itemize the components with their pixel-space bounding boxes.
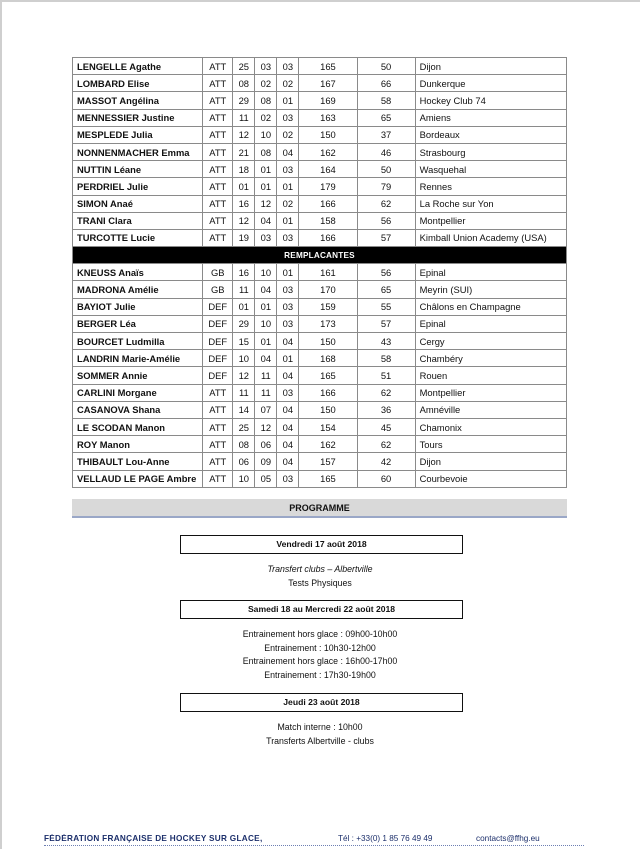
birth-year: 01 (277, 212, 299, 229)
birth-day: 11 (233, 281, 255, 298)
player-position: ATT (203, 470, 233, 487)
player-name: BOURCET Ludmilla (73, 333, 203, 350)
player-position: ATT (203, 453, 233, 470)
player-weight: 45 (357, 418, 415, 435)
birth-month: 12 (255, 195, 277, 212)
page-footer (44, 834, 584, 849)
player-weight: 65 (357, 281, 415, 298)
table-row (73, 384, 567, 401)
birth-year: 03 (277, 229, 299, 246)
birth-month: 01 (255, 333, 277, 350)
birth-day: 18 (233, 161, 255, 178)
table-row (73, 470, 567, 487)
birth-month: 03 (255, 229, 277, 246)
player-club: Epinal (415, 264, 566, 281)
birth-month: 01 (255, 161, 277, 178)
birth-year: 03 (277, 298, 299, 315)
birth-day: 06 (233, 453, 255, 470)
birth-day: 12 (233, 367, 255, 384)
player-club: Chamonix (415, 418, 566, 435)
player-weight: 46 (357, 143, 415, 160)
player-position: ATT (203, 143, 233, 160)
birth-month: 10 (255, 126, 277, 143)
player-weight: 55 (357, 298, 415, 315)
birth-year: 03 (277, 58, 299, 75)
table-row (73, 350, 567, 367)
birth-month: 11 (255, 384, 277, 401)
birth-year: 03 (277, 281, 299, 298)
player-club: Rennes (415, 178, 566, 195)
birth-year: 04 (277, 333, 299, 350)
player-position: ATT (203, 436, 233, 453)
birth-year: 02 (277, 195, 299, 212)
birth-day: 29 (233, 315, 255, 332)
player-height: 166 (299, 229, 357, 246)
player-height: 157 (299, 453, 357, 470)
player-club: Meyrin (SUI) (415, 281, 566, 298)
player-name: PERDRIEL Julie (73, 178, 203, 195)
birth-year: 04 (277, 143, 299, 160)
player-height: 179 (299, 178, 357, 195)
birth-day: 16 (233, 195, 255, 212)
birth-year: 02 (277, 126, 299, 143)
birth-month: 07 (255, 401, 277, 418)
birth-year: 01 (277, 350, 299, 367)
birth-day: 11 (233, 109, 255, 126)
table-row (73, 229, 567, 246)
player-height: 165 (299, 58, 357, 75)
player-weight: 50 (357, 161, 415, 178)
birth-day: 10 (233, 350, 255, 367)
player-name: VELLAUD LE PAGE Ambre (73, 470, 203, 487)
programme-line: Transferts Albertville - clubs (266, 735, 374, 746)
player-height: 169 (299, 92, 357, 109)
player-club: Epinal (415, 315, 566, 332)
table-row (73, 143, 567, 160)
birth-day: 19 (233, 229, 255, 246)
player-name: NUTTIN Léane (73, 161, 203, 178)
birth-day: 29 (233, 92, 255, 109)
date-box-2: Samedi 18 au Mercredi 22 août 2018 (180, 600, 463, 619)
programme-line: Match interne : 10h00 (277, 722, 363, 732)
player-weight: 62 (357, 384, 415, 401)
player-position: ATT (203, 401, 233, 418)
player-weight: 37 (357, 126, 415, 143)
player-name: BERGER Léa (73, 315, 203, 332)
birth-month: 12 (255, 418, 277, 435)
player-height: 150 (299, 126, 357, 143)
programme-line: Transfert clubs – Albertville (267, 564, 373, 574)
table-row (73, 333, 567, 350)
table-row (73, 161, 567, 178)
birth-month: 10 (255, 315, 277, 332)
programme-day-3-text (140, 721, 500, 748)
birth-month: 04 (255, 281, 277, 298)
programme-line: Tests Physiques (288, 577, 352, 588)
table-row (73, 315, 567, 332)
player-position: DEF (203, 350, 233, 367)
player-height: 159 (299, 298, 357, 315)
player-position: GB (203, 281, 233, 298)
player-height: 165 (299, 367, 357, 384)
player-club: Amiens (415, 109, 566, 126)
birth-month: 05 (255, 470, 277, 487)
birth-day: 10 (233, 470, 255, 487)
table-row (73, 126, 567, 143)
player-position: DEF (203, 367, 233, 384)
player-club: Strasbourg (415, 143, 566, 160)
player-club: Montpellier (415, 212, 566, 229)
player-name: LE SCODAN Manon (73, 418, 203, 435)
player-name: MADRONA Amélie (73, 281, 203, 298)
table-row (73, 264, 567, 281)
birth-day: 15 (233, 333, 255, 350)
player-club: Bordeaux (415, 126, 566, 143)
programme-line: Entrainement hors glace : 16h00-17h00 (242, 656, 398, 666)
player-weight: 62 (357, 195, 415, 212)
birth-day: 25 (233, 418, 255, 435)
player-height: 166 (299, 384, 357, 401)
birth-month: 01 (255, 298, 277, 315)
footer-organization: FÉDÉRATION FRANÇAISE DE HOCKEY SUR GLACE, (44, 834, 263, 843)
table-row (73, 401, 567, 418)
birth-day: 08 (233, 436, 255, 453)
birth-day: 21 (233, 143, 255, 160)
player-weight: 56 (357, 264, 415, 281)
birth-month: 04 (255, 350, 277, 367)
player-weight: 36 (357, 401, 415, 418)
birth-month: 09 (255, 453, 277, 470)
birth-day: 01 (233, 298, 255, 315)
player-height: 150 (299, 333, 357, 350)
footer-phone: Tél : +33(0) 1 85 76 49 49 (338, 834, 433, 843)
player-height: 167 (299, 75, 357, 92)
player-weight: 56 (357, 212, 415, 229)
birth-month: 10 (255, 264, 277, 281)
birth-year: 03 (277, 109, 299, 126)
player-name: MESPLEDE Julia (73, 126, 203, 143)
player-height: 150 (299, 401, 357, 418)
player-club: Wasquehal (415, 161, 566, 178)
player-weight: 51 (357, 367, 415, 384)
birth-month: 01 (255, 178, 277, 195)
birth-month: 02 (255, 109, 277, 126)
player-club: Hockey Club 74 (415, 92, 566, 109)
player-position: ATT (203, 58, 233, 75)
birth-day: 14 (233, 401, 255, 418)
birth-year: 03 (277, 470, 299, 487)
table-row (73, 92, 567, 109)
programme-line: Entrainement : 10h30-12h00 (264, 642, 376, 653)
birth-year: 01 (277, 264, 299, 281)
footer-cut-line (44, 845, 584, 849)
player-weight: 43 (357, 333, 415, 350)
player-position: ATT (203, 75, 233, 92)
player-club: Dijon (415, 58, 566, 75)
player-name: KNEUSS Anaïs (73, 264, 203, 281)
player-weight: 62 (357, 436, 415, 453)
player-height: 164 (299, 161, 357, 178)
player-position: ATT (203, 109, 233, 126)
player-name: LOMBARD Elise (73, 75, 203, 92)
player-name: LANDRIN Marie-Amélie (73, 350, 203, 367)
player-name: MASSOT Angélina (73, 92, 203, 109)
player-weight: 66 (357, 75, 415, 92)
birth-month: 04 (255, 212, 277, 229)
birth-day: 25 (233, 58, 255, 75)
player-position: DEF (203, 333, 233, 350)
birth-day: 12 (233, 212, 255, 229)
player-club: Cergy (415, 333, 566, 350)
section-label: REMPLACANTES (73, 247, 567, 264)
birth-year: 03 (277, 384, 299, 401)
player-name: BAYIOT Julie (73, 298, 203, 315)
table-row (73, 418, 567, 435)
player-position: ATT (203, 92, 233, 109)
player-height: 162 (299, 143, 357, 160)
player-height: 158 (299, 212, 357, 229)
table-row (73, 212, 567, 229)
player-name: NONNENMACHER Emma (73, 143, 203, 160)
table-row (73, 298, 567, 315)
birth-month: 08 (255, 143, 277, 160)
player-weight: 65 (357, 109, 415, 126)
player-weight: 42 (357, 453, 415, 470)
player-name: THIBAULT Lou-Anne (73, 453, 203, 470)
birth-year: 01 (277, 92, 299, 109)
table-row (73, 367, 567, 384)
player-position: ATT (203, 161, 233, 178)
player-club: Dunkerque (415, 75, 566, 92)
player-name: TURCOTTE Lucie (73, 229, 203, 246)
birth-year: 04 (277, 401, 299, 418)
birth-month: 11 (255, 367, 277, 384)
table-row (73, 281, 567, 298)
programme-line: Entrainement hors glace : 09h00-10h00 (242, 629, 398, 639)
birth-year: 03 (277, 161, 299, 178)
player-name: SOMMER Annie (73, 367, 203, 384)
player-position: GB (203, 264, 233, 281)
player-height: 161 (299, 264, 357, 281)
player-club: Montpellier (415, 384, 566, 401)
player-name: CASANOVA Shana (73, 401, 203, 418)
player-weight: 57 (357, 229, 415, 246)
section-row (73, 247, 567, 264)
birth-month: 08 (255, 92, 277, 109)
birth-month: 02 (255, 75, 277, 92)
birth-month: 06 (255, 436, 277, 453)
player-height: 166 (299, 195, 357, 212)
programme-day-1-text (140, 563, 500, 590)
player-height: 163 (299, 109, 357, 126)
player-height: 154 (299, 418, 357, 435)
birth-year: 04 (277, 436, 299, 453)
table-row (73, 178, 567, 195)
player-position: ATT (203, 195, 233, 212)
player-name: MENNESSIER Justine (73, 109, 203, 126)
player-position: ATT (203, 126, 233, 143)
player-name: ROY Manon (73, 436, 203, 453)
table-row (73, 195, 567, 212)
birth-year: 03 (277, 315, 299, 332)
player-weight: 50 (357, 58, 415, 75)
player-position: DEF (203, 315, 233, 332)
player-height: 170 (299, 281, 357, 298)
player-weight: 57 (357, 315, 415, 332)
player-height: 165 (299, 470, 357, 487)
player-position: ATT (203, 418, 233, 435)
player-club: La Roche sur Yon (415, 195, 566, 212)
player-name: LENGELLE Agathe (73, 58, 203, 75)
player-name: SIMON Anaé (73, 195, 203, 212)
player-club: Tours (415, 436, 566, 453)
player-weight: 79 (357, 178, 415, 195)
player-position: ATT (203, 229, 233, 246)
player-position: DEF (203, 298, 233, 315)
programme-line: Entrainement : 17h30-19h00 (264, 669, 376, 680)
birth-year: 01 (277, 178, 299, 195)
player-club: Dijon (415, 453, 566, 470)
player-club: Chambéry (415, 350, 566, 367)
player-club: Amnéville (415, 401, 566, 418)
programme-day-2-text (140, 628, 500, 682)
date-box-1: Vendredi 17 août 2018 (180, 535, 463, 554)
footer-email[interactable]: contacts@ffhg.eu (476, 834, 540, 843)
table-row (73, 109, 567, 126)
programme-heading: PROGRAMME (72, 499, 567, 518)
birth-day: 01 (233, 178, 255, 195)
table-row (73, 75, 567, 92)
player-position: ATT (203, 178, 233, 195)
player-club: Rouen (415, 367, 566, 384)
birth-month: 03 (255, 58, 277, 75)
birth-year: 04 (277, 367, 299, 384)
birth-year: 04 (277, 453, 299, 470)
player-club: Kimball Union Academy (USA) (415, 229, 566, 246)
player-club: Châlons en Champagne (415, 298, 566, 315)
table-row (73, 453, 567, 470)
birth-day: 08 (233, 75, 255, 92)
player-name: TRANI Clara (73, 212, 203, 229)
birth-day: 16 (233, 264, 255, 281)
player-position: ATT (203, 212, 233, 229)
player-weight: 60 (357, 470, 415, 487)
table-row (73, 58, 567, 75)
player-height: 162 (299, 436, 357, 453)
birth-day: 12 (233, 126, 255, 143)
roster-body (73, 58, 567, 488)
player-weight: 58 (357, 92, 415, 109)
player-name: CARLINI Morgane (73, 384, 203, 401)
player-position: ATT (203, 384, 233, 401)
birth-year: 02 (277, 75, 299, 92)
player-height: 168 (299, 350, 357, 367)
table-row (73, 436, 567, 453)
birth-year: 04 (277, 418, 299, 435)
player-weight: 58 (357, 350, 415, 367)
date-box-3: Jeudi 23 août 2018 (180, 693, 463, 712)
player-height: 173 (299, 315, 357, 332)
birth-day: 11 (233, 384, 255, 401)
roster-table (72, 57, 567, 488)
player-club: Courbevoie (415, 470, 566, 487)
